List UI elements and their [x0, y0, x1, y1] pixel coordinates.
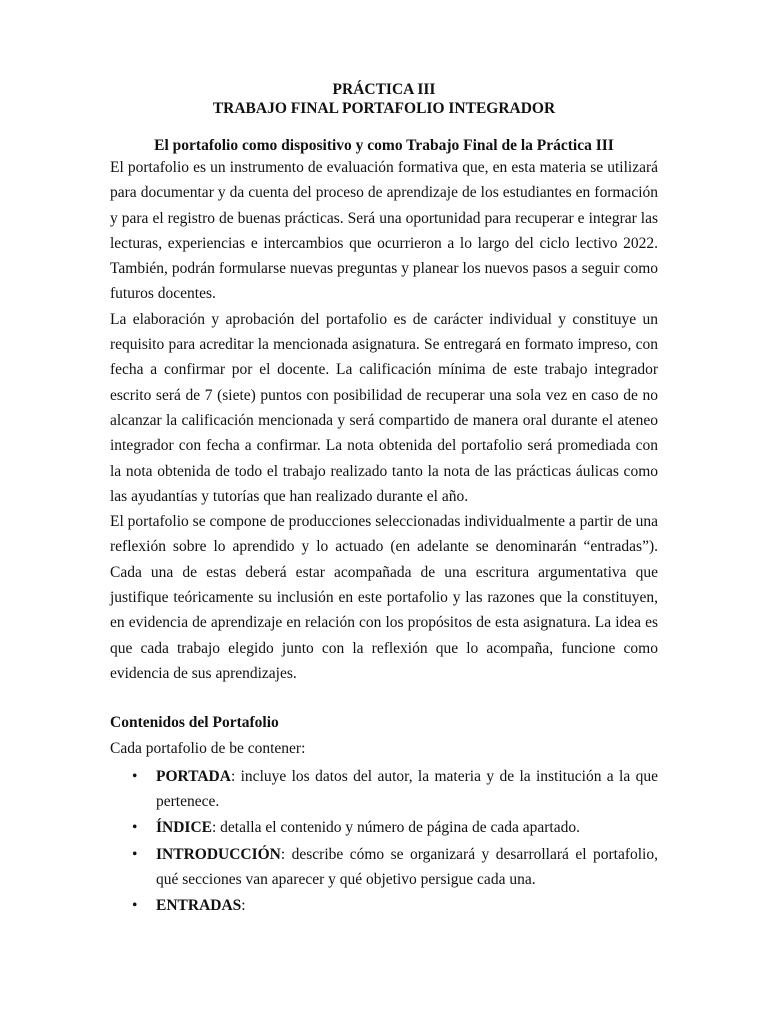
bullet-icon: •	[132, 897, 138, 915]
item-text: : describe cómo se organizará y desarrollará el portafolio, qué secciones van aparecer y qué objetivo persigue cada una.	[156, 845, 658, 889]
bullet-icon: •	[132, 845, 138, 863]
bullet-icon: •	[132, 767, 138, 785]
bullet-icon: •	[132, 819, 138, 837]
paragraph-requirements: La elaboración y aprobación del portafolio es de carácter individual y constituye un requisito para acreditar la mencionada asignatura. Se entregará en formato impreso, con fecha a confirmar por el docente. La calificación mínima de este trabajo integrador escrito será de 7 (siete) puntos con posibilidad de recuperar una sola vez en caso de no alcanzar la calificación mencionada y será compartido de manera oral durante el ateneo integrador con fecha a confirmar. La nota obtenida del portafolio será promediada con la nota obtenida de todo el trabajo realizado tanto la nota de las prácticas áulicas como las ayudantías y tutorías que han realizado durante el año.	[110, 310, 658, 505]
subtitle: El portafolio como dispositivo y como Trabajo Final de la Práctica III	[154, 137, 614, 154]
contents-intro: Cada portafolio de be contener:	[110, 739, 306, 757]
section-heading-contents: Contenidos del Portafolio	[110, 714, 279, 732]
contents-list	[110, 764, 658, 919]
title-line-1: PRÁCTICA III	[332, 81, 436, 98]
item-term: INTRODUCCIÓN	[156, 845, 281, 863]
paragraph-composition: El portafolio se compone de producciones seleccionadas individualmente a partir de una reflexión sobre lo aprendido y lo actuado (en adelante se denominarán “entradas”). Cada una de estas deberá estar acompañada de una escritura argumentativa que justifique teóricamente su inclusión en este portafolio y las razones que la constituyen, en evidencia de aprendizaje en relación con los propósitos de esta asignatura. La idea es que cada trabajo elegido junto con la reflexión que lo acompaña, funcione como evidencia de sus aprendizajes.	[110, 513, 658, 682]
list-item-portada	[110, 764, 658, 815]
title-line-2: TRABAJO FINAL PORTAFOLIO INTEGRADOR	[212, 100, 556, 117]
item-term: ENTRADAS	[156, 897, 242, 915]
item-text: : incluye los datos del autor, la materia y de la institución a la que pertenece.	[156, 767, 658, 811]
list-item-introduccion	[110, 842, 658, 893]
paragraph-intro: El portafolio es un instrumento de evaluación formativa que, en esta materia se utilizará para documentar y da cuenta del proceso de aprendizaje de los estudiantes en formación y para el registro de buenas prácticas. Será una oportunidad para recuperar e integrar las lecturas, experiencias e intercambios que ocurrieron a lo largo del ciclo lectivo 2022. También, podrán formularse nuevas preguntas y planear los nuevos pasos a seguir como futuros docentes.	[110, 159, 658, 303]
list-item-entradas	[110, 893, 658, 918]
list-item-indice	[110, 815, 658, 840]
item-text: : detalla el contenido y número de página de cada apartado.	[211, 819, 580, 837]
item-term: ÍNDICE	[156, 819, 212, 837]
item-text: :	[241, 897, 246, 915]
item-term: PORTADA	[156, 767, 231, 785]
